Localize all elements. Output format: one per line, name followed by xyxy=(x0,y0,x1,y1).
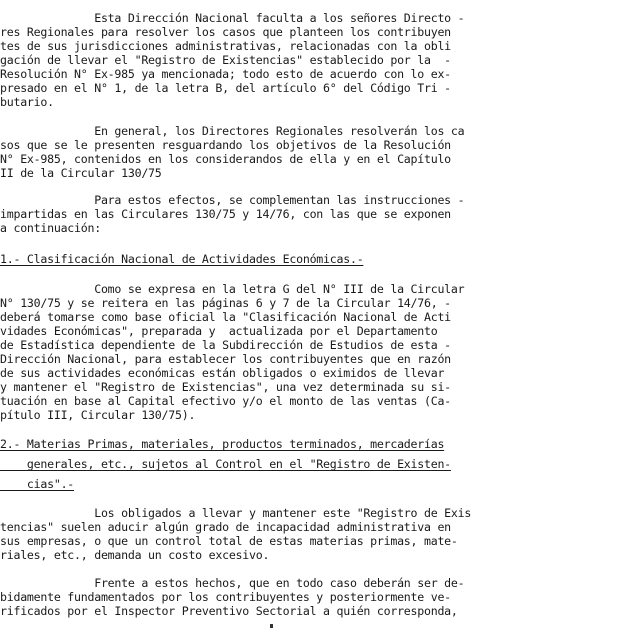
text-line: N° 130/75 y se reitera en las páginas 6 y 7 de la Circular 14/76, - xyxy=(0,296,451,310)
text-line: res Regionales para resolver los casos que planteen los contribuyen xyxy=(0,25,451,39)
section-heading: generales, etc., sujetos al Control en el "Registro de Existen- xyxy=(0,457,451,471)
text-line: Resolución N° Ex-985 ya mencionada; todo esto de acuerdo con lo ex- xyxy=(0,67,451,81)
text-line: rificados por el Inspector Preventivo Sectorial a quién corresponda, xyxy=(0,604,458,618)
section-heading: cias".- xyxy=(0,477,75,491)
text-line: Para estos efectos, se complementan las instrucciones - xyxy=(0,193,465,207)
text-line: de sus actividades económicas están obligados o eximidos de llevar xyxy=(0,366,445,380)
text-line: pítulo III, Circular 130/75). xyxy=(0,408,196,422)
text-line: tuación en base al Capital efectivo y/o el monto de las ventas (Ca- xyxy=(0,394,451,408)
text-line: riales, etc., demanda un costo excesivo. xyxy=(0,548,270,562)
text-line: presado en el N° 1, de la letra B, del artículo 6° del Código Tri - xyxy=(0,81,451,95)
text-line: Dirección Nacional, para establecer los contribuyentes que en razón xyxy=(0,352,451,366)
text-line: N° Ex-985, contenidos en los considerandos de ella y en el Capítulo xyxy=(0,152,451,166)
text-line: Esta Dirección Nacional faculta a los señores Directo - xyxy=(0,11,465,25)
text-line: deberá tomarse como base oficial la "Clasificación Nacional de Acti xyxy=(0,310,451,324)
text-line: tencias" suelen aducir algún grado de incapacidad administrativa en xyxy=(0,520,451,534)
text-line: Como se expresa en la letra G del N° III de la Circular xyxy=(0,282,465,296)
text-line: II de la Circular 130/75 xyxy=(0,166,162,180)
text-line: y mantener el "Registro de Existencias", una vez determinada su si- xyxy=(0,380,451,394)
text-line: gación de llevar el "Registro de Existencias" establecido por la - xyxy=(0,53,451,67)
section-heading: 1.- Clasificación Nacional de Actividades Económicas.- xyxy=(0,252,364,266)
text-line: butario. xyxy=(0,95,54,109)
text-line: En general, los Directores Regionales resolverán los ca xyxy=(0,124,465,138)
ink-speck xyxy=(270,624,273,628)
text-line: Los obligados a llevar y mantener este "Registro de Exis xyxy=(0,506,472,520)
text-line: bidamente fundamentados por los contribuyentes y posteriormente ve- xyxy=(0,590,451,604)
text-line: impartidas en las Circulares 130/75 y 14/76, con las que se exponen xyxy=(0,207,451,221)
text-line: sus empresas, o que un control total de estas materias primas, mate- xyxy=(0,534,458,548)
text-line: de Estadística dependiente de la Subdirección de Estudios de esta - xyxy=(0,338,451,352)
text-line: a continuación: xyxy=(0,221,101,235)
text-line: vidades Económicas", preparada y actualizada por el Departamento xyxy=(0,324,438,338)
text-line: Frente a estos hechos, que en todo caso deberán ser de- xyxy=(0,576,465,590)
section-heading: 2.- Materias Primas, materiales, productos terminados, mercaderías xyxy=(0,437,445,451)
text-line: tes de sus jurisdicciones administrativas, relacionadas con la obli xyxy=(0,39,451,53)
text-line: sos que se le presenten resguardando los objetivos de la Resolución xyxy=(0,138,451,152)
